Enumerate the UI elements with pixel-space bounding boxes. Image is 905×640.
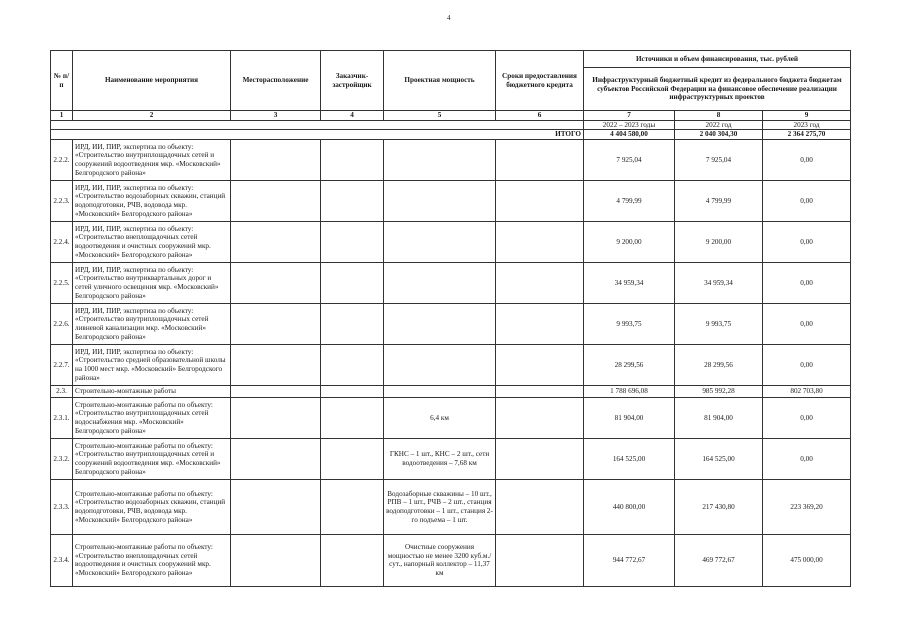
table-row	[51, 397, 851, 438]
row-capacity	[384, 221, 496, 262]
row-v9: 0,00	[763, 438, 851, 479]
header-funding-title: Источники и объем финансирования, тыс. рублей	[584, 51, 851, 68]
row-location	[231, 221, 321, 262]
row-customer	[321, 139, 384, 180]
year-2022: 2022 год	[675, 120, 763, 130]
col-index: 3	[231, 111, 321, 121]
row-capacity: Очистные сооружения мощностью не менее 3200 куб.м./сут., напорный коллектор – 11,37 км	[384, 534, 496, 586]
row-v8: 217 430,80	[675, 479, 763, 534]
total-v8: 2 040 304,30	[675, 130, 763, 140]
row-name: ИРД, ИИ, ПИР, экспертиза по объекту: «Строительство водозаборных скважин, станций водоподготовки, РЧВ, водовода мкр. «Московский» Белгородского района»	[73, 180, 231, 221]
row-customer	[321, 303, 384, 344]
table-row	[51, 479, 851, 534]
row-capacity	[384, 139, 496, 180]
total-row	[51, 130, 851, 140]
row-terms	[496, 139, 584, 180]
row-num: 2.3.3.	[51, 479, 73, 534]
row-v8: 81 904,00	[675, 397, 763, 438]
col-index: 9	[763, 111, 851, 121]
row-v7: 9 993,75	[584, 303, 675, 344]
row-v9: 0,00	[763, 303, 851, 344]
row-num: 2.2.4.	[51, 221, 73, 262]
row-capacity: ГКНС – 1 шт., КНС – 2 шт., сети водоотведения – 7,68 км	[384, 438, 496, 479]
row-name: Строительно-монтажные работы	[73, 385, 231, 397]
row-v7: 4 799,99	[584, 180, 675, 221]
table-row	[51, 385, 851, 397]
year-2023: 2023 год	[763, 120, 851, 130]
header-capacity: Проектная мощность	[384, 51, 496, 111]
row-customer	[321, 479, 384, 534]
row-v8: 985 992,28	[675, 385, 763, 397]
row-num: 2.2.6.	[51, 303, 73, 344]
row-name: ИРД, ИИ, ПИР, экспертиза по объекту: «Строительство внутриквартальных дорог и сетей уличного освещения мкр. «Московский» Белгородского района»	[73, 262, 231, 303]
row-v7: 440 800,00	[584, 479, 675, 534]
row-v8: 469 772,67	[675, 534, 763, 586]
year-range: 2022 – 2023 годы	[584, 120, 675, 130]
header-location: Месторасположение	[231, 51, 321, 111]
row-num: 2.2.5.	[51, 262, 73, 303]
row-name: ИРД, ИИ, ПИР, экспертиза по объекту: «Строительство внутриплощадочных сетей ливневой канализации мкр. «Московский» Белгородского района»	[73, 303, 231, 344]
row-v8: 9 993,75	[675, 303, 763, 344]
row-customer	[321, 344, 384, 385]
total-label: ИТОГО	[51, 130, 584, 140]
row-capacity	[384, 262, 496, 303]
row-location	[231, 385, 321, 397]
row-num: 2.3.1.	[51, 397, 73, 438]
row-location	[231, 303, 321, 344]
funding-table	[50, 50, 851, 587]
header-customer: Заказчик-застройщик	[321, 51, 384, 111]
row-v8: 4 799,99	[675, 180, 763, 221]
row-num: 2.2.2.	[51, 139, 73, 180]
row-v9: 0,00	[763, 139, 851, 180]
row-location	[231, 139, 321, 180]
row-terms	[496, 438, 584, 479]
row-v7: 944 772,67	[584, 534, 675, 586]
row-v9: 0,00	[763, 397, 851, 438]
col-index: 4	[321, 111, 384, 121]
row-customer	[321, 534, 384, 586]
row-v9: 475 000,00	[763, 534, 851, 586]
row-terms	[496, 303, 584, 344]
table-row	[51, 303, 851, 344]
col-index: 8	[675, 111, 763, 121]
row-name: Строительно-монтажные работы по объекту: «Строительство внутриплощадочных сетей и сооружений водоотведения мкр. «Московский» Белгородского района»	[73, 438, 231, 479]
row-location	[231, 438, 321, 479]
row-v9: 0,00	[763, 344, 851, 385]
table-row	[51, 139, 851, 180]
col-index: 5	[384, 111, 496, 121]
col-index: 7	[584, 111, 675, 121]
row-location	[231, 262, 321, 303]
row-v7: 81 904,00	[584, 397, 675, 438]
row-capacity	[384, 180, 496, 221]
row-customer	[321, 221, 384, 262]
table-row	[51, 344, 851, 385]
row-capacity: 6,4 км	[384, 397, 496, 438]
row-num: 2.3.4.	[51, 534, 73, 586]
row-terms	[496, 344, 584, 385]
row-v9: 0,00	[763, 221, 851, 262]
row-name: ИРД, ИИ, ПИР, экспертиза по объекту: «Строительство внеплощадочных сетей водоотведения и очистных сооружений мкр. «Московский» Белгородского района»	[73, 221, 231, 262]
table-row	[51, 180, 851, 221]
row-location	[231, 344, 321, 385]
row-v8: 9 200,00	[675, 221, 763, 262]
row-location	[231, 534, 321, 586]
row-capacity	[384, 385, 496, 397]
row-name: ИРД, ИИ, ПИР, экспертиза по объекту: «Строительство внутриплощадочных сетей и сооружений водоотведения мкр. «Московский» Белгородского района»	[73, 139, 231, 180]
row-name: Строительно-монтажные работы по объекту: «Строительство внутриплощадочных сетей водоснабжения мкр. «Московский» Белгородского района»	[73, 397, 231, 438]
row-v7: 28 299,56	[584, 344, 675, 385]
row-customer	[321, 262, 384, 303]
row-v9: 0,00	[763, 180, 851, 221]
row-name: ИРД, ИИ, ПИР, экспертиза по объекту: «Строительство средней образовательной школы на 1000 мест мкр. «Московский» Белгородского района»	[73, 344, 231, 385]
page-number: 4	[447, 14, 451, 22]
col-index: 6	[496, 111, 584, 121]
header-funding-sub: Инфраструктурный бюджетный кредит из федерального бюджета бюджетам субъектов Российской Федерации на финансовое обеспечение реализации инфраструктурных проектов	[584, 68, 851, 111]
column-index-row	[51, 111, 851, 121]
header-name: Наименование мероприятия	[73, 51, 231, 111]
row-v8: 34 959,34	[675, 262, 763, 303]
row-customer	[321, 385, 384, 397]
total-v9: 2 364 275,70	[763, 130, 851, 140]
row-customer	[321, 438, 384, 479]
row-num: 2.3.	[51, 385, 73, 397]
row-v9: 802 703,80	[763, 385, 851, 397]
row-location	[231, 180, 321, 221]
row-name: Строительно-монтажные работы по объекту: «Строительство водозаборных скважин, станций водоподготовки, РЧВ, водовода мкр. «Московский» Белгородского района»	[73, 479, 231, 534]
row-v8: 7 925,04	[675, 139, 763, 180]
row-terms	[496, 180, 584, 221]
row-capacity	[384, 303, 496, 344]
years-row	[51, 120, 851, 130]
header-terms: Сроки предоставления бюджетного кредита	[496, 51, 584, 111]
row-customer	[321, 397, 384, 438]
header-num: № п/п	[51, 51, 73, 111]
row-terms	[496, 385, 584, 397]
row-v7: 34 959,34	[584, 262, 675, 303]
table-row	[51, 438, 851, 479]
row-location	[231, 479, 321, 534]
total-v7: 4 404 580,00	[584, 130, 675, 140]
col-index: 2	[73, 111, 231, 121]
table-row	[51, 262, 851, 303]
row-terms	[496, 397, 584, 438]
row-v9: 223 369,20	[763, 479, 851, 534]
row-capacity: Водозаборные скважины – 10 шт., РПВ – 1 шт., РЧВ – 2 шт., станция водоподготовки – 1 шт., станция 2-го подъема – 1 шт.	[384, 479, 496, 534]
row-v7: 9 200,00	[584, 221, 675, 262]
row-num: 2.2.3.	[51, 180, 73, 221]
row-v8: 164 525,00	[675, 438, 763, 479]
row-terms	[496, 479, 584, 534]
table-row	[51, 221, 851, 262]
col-index: 1	[51, 111, 73, 121]
row-v8: 28 299,56	[675, 344, 763, 385]
row-v9: 0,00	[763, 262, 851, 303]
table-row	[51, 534, 851, 586]
row-terms	[496, 262, 584, 303]
row-num: 2.3.2.	[51, 438, 73, 479]
row-v7: 1 788 696,08	[584, 385, 675, 397]
row-terms	[496, 534, 584, 586]
row-v7: 164 525,00	[584, 438, 675, 479]
row-name: Строительно-монтажные работы по объекту: «Строительство внеплощадочных сетей водоотведения и очистных сооружений мкр. «Московский» Белгородского района»	[73, 534, 231, 586]
row-customer	[321, 180, 384, 221]
row-capacity	[384, 344, 496, 385]
row-location	[231, 397, 321, 438]
row-num: 2.2.7.	[51, 344, 73, 385]
row-v7: 7 925,04	[584, 139, 675, 180]
row-terms	[496, 221, 584, 262]
